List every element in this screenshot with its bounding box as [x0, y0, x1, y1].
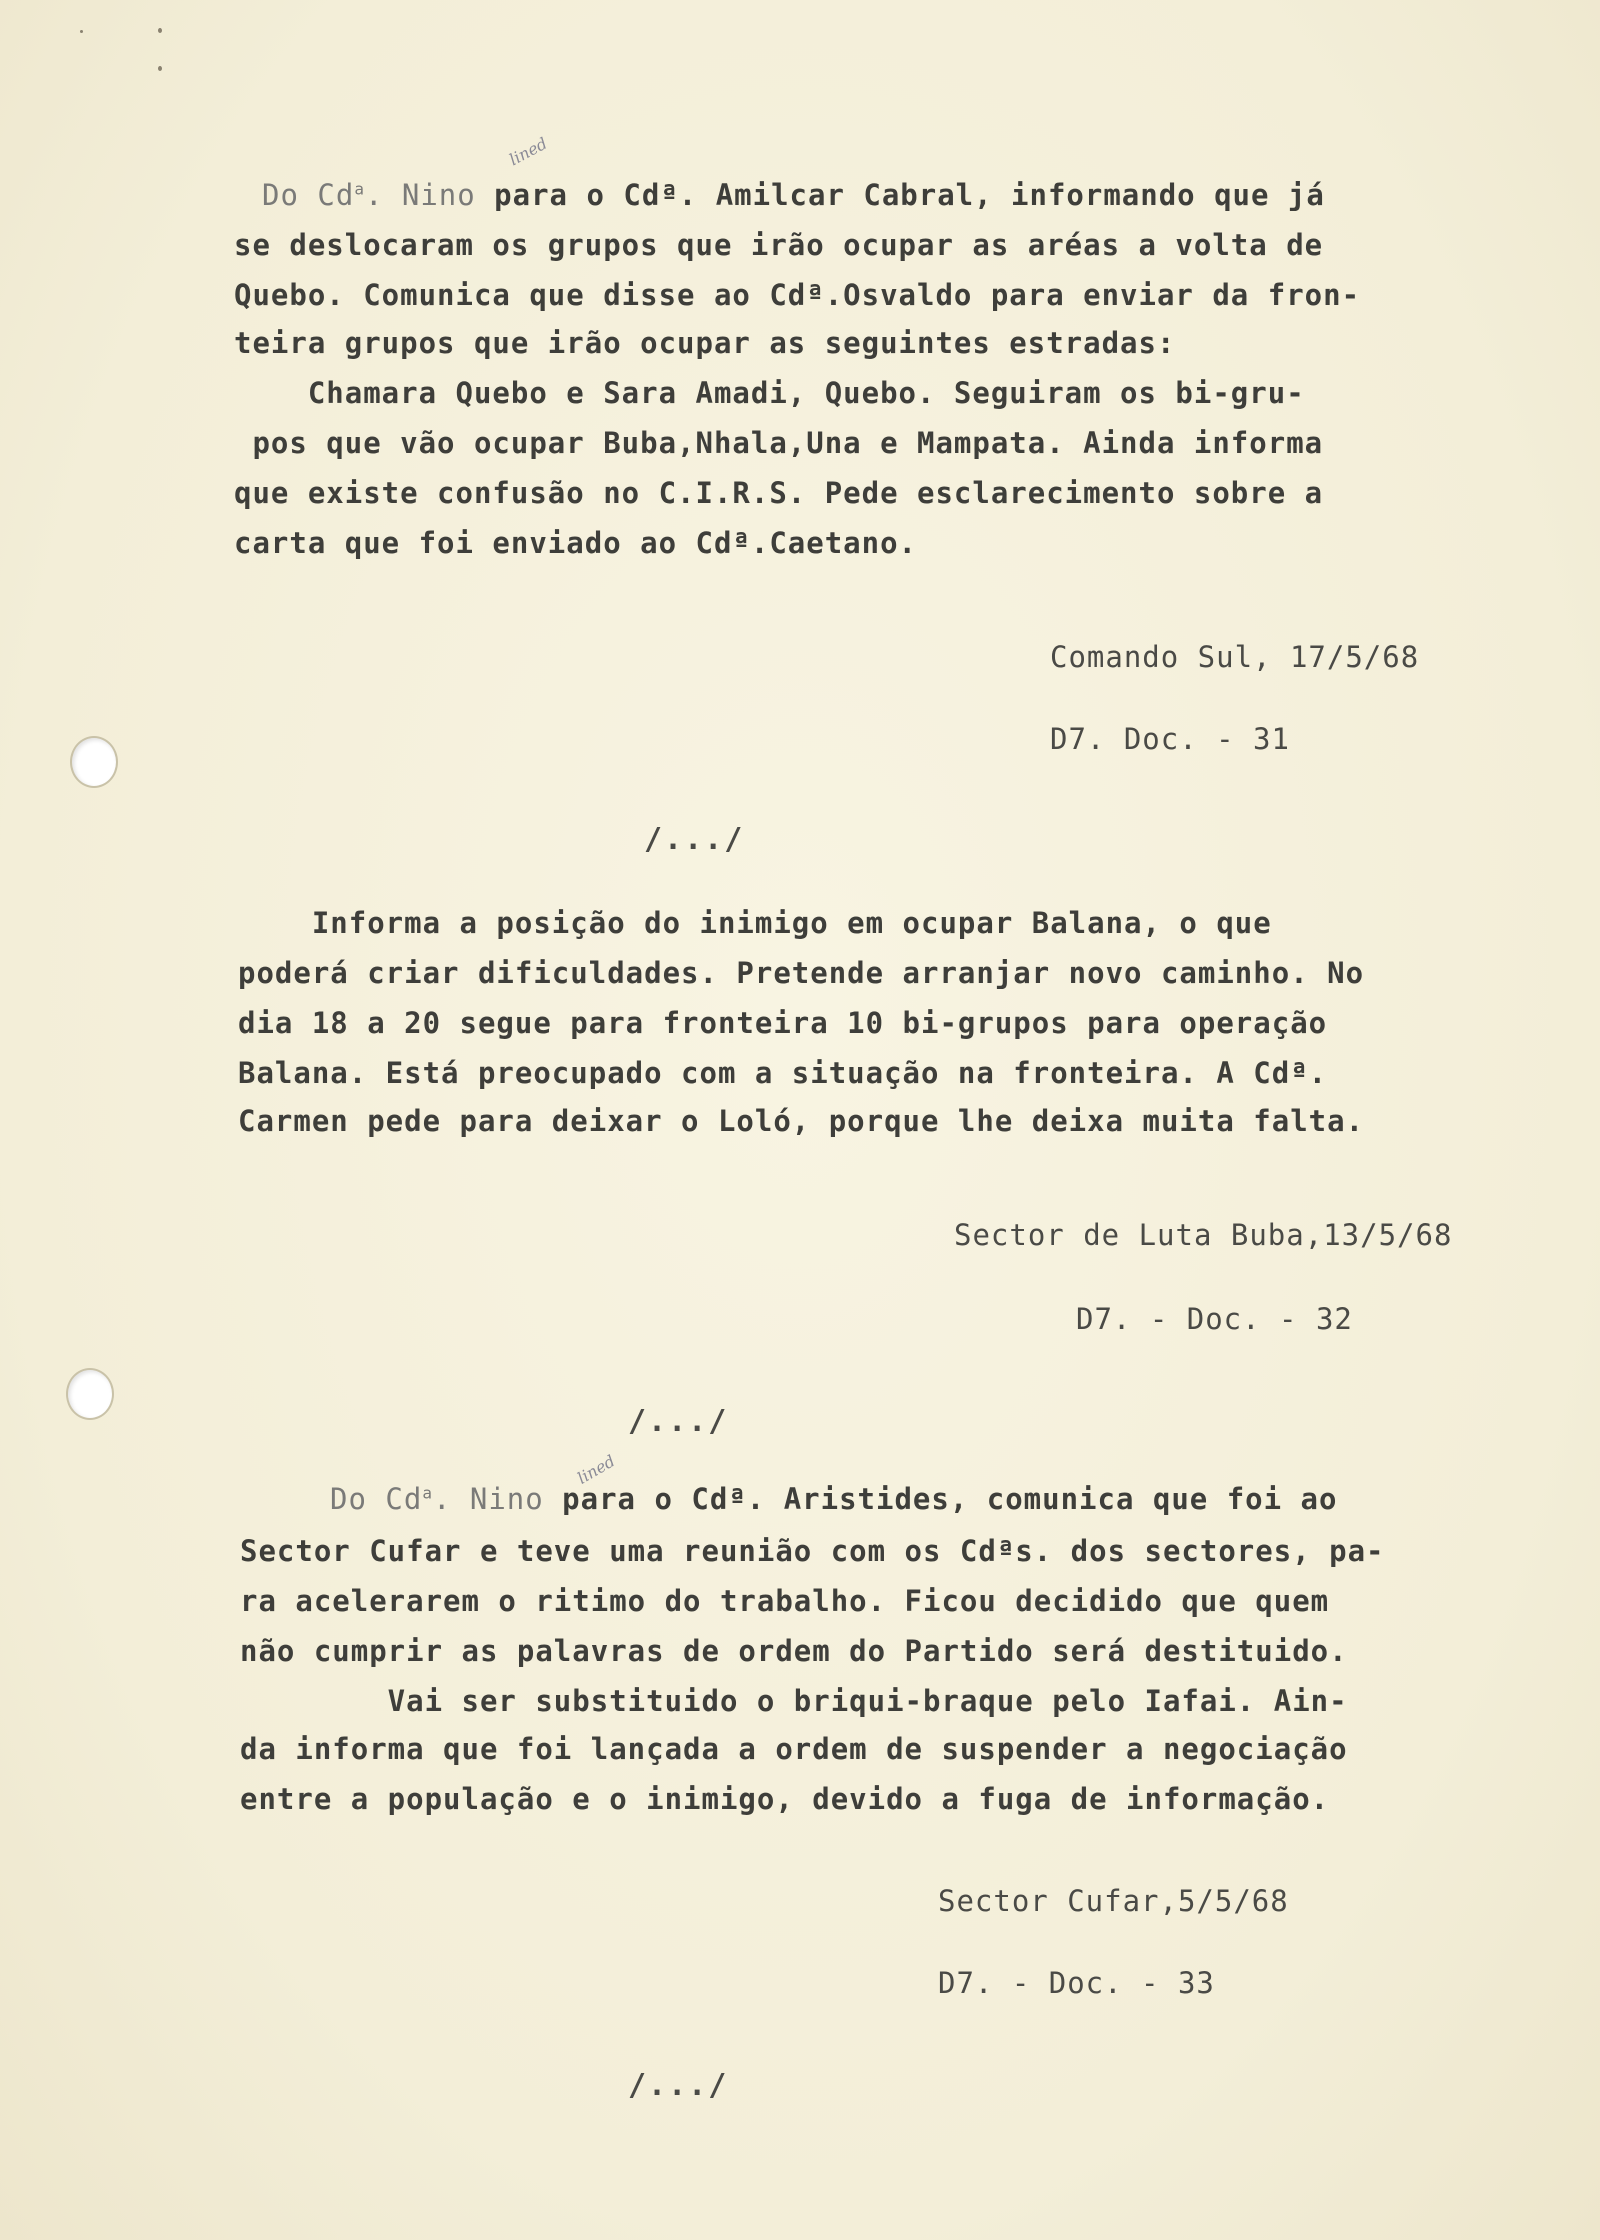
doc31-place-date: Comando Sul, 17/5/68 — [1050, 640, 1420, 674]
punch-hole-top — [70, 736, 118, 788]
doc31-line: Chamara Quebo e Sara Amadi, Quebo. Seguiram os bi-gru- — [234, 376, 1305, 410]
doc31-line1-rest: para o Cdª. Amilcar Cabral, informando que já — [475, 178, 1325, 212]
separator: /.../ — [628, 1404, 729, 1439]
doc33-line1-rest: para o Cdª. Aristides, comunica que foi ao — [543, 1482, 1338, 1516]
doc33-from-name: . Nino — [432, 1482, 544, 1516]
separator: /.../ — [644, 822, 745, 857]
doc31-reference: D7. Doc. - 31 — [1050, 722, 1290, 756]
doc31-from-name: . Nino — [364, 178, 476, 212]
doc32-reference: D7. - Doc. - 32 — [1076, 1302, 1353, 1336]
doc31-line: carta que foi enviado ao Cdª.Caetano. — [234, 526, 918, 560]
doc33-first-line — [330, 1482, 1337, 1516]
paper-speck — [158, 66, 162, 71]
paper-speck — [80, 30, 83, 33]
doc32-line: dia 18 a 20 segue para fronteira 10 bi-grupos para operação — [238, 1006, 1328, 1040]
doc31-first-line — [262, 178, 1325, 212]
doc31-handwritten-note: lined — [505, 133, 551, 170]
punch-hole-bottom — [66, 1368, 114, 1420]
doc32-line: poderá criar dificuldades. Pretende arranjar novo caminho. No — [238, 956, 1365, 990]
doc32-line: Carmen pede para deixar o Loló, porque lhe deixa muita falta. — [238, 1104, 1365, 1138]
doc33-place-date: Sector Cufar,5/5/68 — [938, 1884, 1289, 1918]
doc31-line: que existe confusão no C.I.R.S. Pede esclarecimento sobre a — [234, 476, 1324, 510]
doc33-line: entre a população e o inimigo, devido a fuga de informação. — [240, 1782, 1330, 1816]
doc33-from-prefix: Do Cd — [330, 1482, 423, 1516]
doc33-handwritten-note: lined — [573, 1451, 619, 1488]
doc31-from-prefix: Do Cd — [262, 178, 355, 212]
doc32-line: Balana. Está preocupado com a situação na fronteira. A Cdª. — [238, 1056, 1328, 1090]
doc33-line: ra acelerarem o ritimo do trabalho. Ficou decidido que quem — [240, 1584, 1330, 1618]
doc31-line: teira grupos que irão ocupar as seguintes estradas: — [234, 326, 1176, 360]
doc33-line: Vai ser substituido o briqui-braque pelo Iafai. Ain- — [240, 1684, 1348, 1718]
doc31-from-sup: a — [354, 179, 365, 199]
doc31-line: se deslocaram os grupos que irão ocupar as aréas a volta de — [234, 228, 1324, 262]
doc33-line: da informa que foi lançada a ordem de suspender a negociação — [240, 1732, 1348, 1766]
doc32-line: Informa a posição do inimigo em ocupar Balana, o que — [238, 906, 1272, 940]
doc31-line: pos que vão ocupar Buba,Nhala,Una e Mampata. Ainda informa — [234, 426, 1324, 460]
separator: /.../ — [628, 2068, 729, 2103]
doc33-line: Sector Cufar e teve uma reunião com os Cdªs. dos sectores, pa- — [240, 1534, 1385, 1568]
doc33-reference: D7. - Doc. - 33 — [938, 1966, 1215, 2000]
doc32-place-date: Sector de Luta Buba,13/5/68 — [954, 1218, 1453, 1252]
paper-speck — [158, 28, 162, 33]
doc33-from-sup: a — [422, 1483, 433, 1503]
doc31-line: Quebo. Comunica que disse ao Cdª.Osvaldo para enviar da fron- — [234, 278, 1361, 312]
doc33-line: não cumprir as palavras de ordem do Partido será destituido. — [240, 1634, 1348, 1668]
